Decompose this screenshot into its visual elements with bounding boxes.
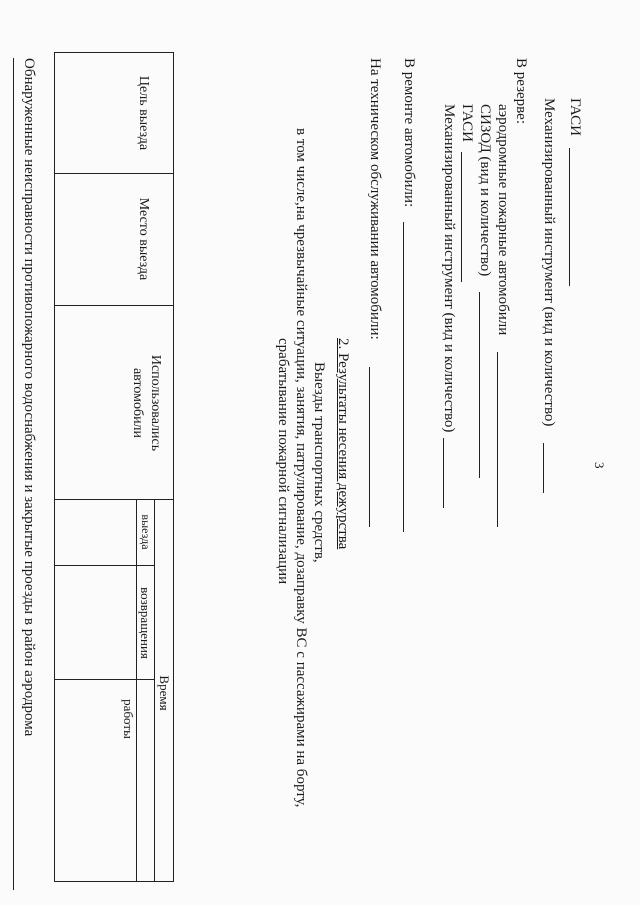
footer-fill-line <box>13 58 14 890</box>
repair-label: В ремонте автомобили: <box>401 58 417 208</box>
gasi-fill-line <box>569 148 570 286</box>
maintenance-label: На техническом обслуживании автомобили: <box>367 58 383 340</box>
col-time-header: Время <box>157 675 172 711</box>
table-col-divider <box>55 305 173 306</box>
maintenance-fill-line <box>369 367 370 527</box>
gasi-label: ГАСИ <box>567 98 583 136</box>
table-col-divider <box>55 679 155 680</box>
table-time-subheader-line <box>136 499 137 881</box>
table-time-header-line <box>154 499 155 881</box>
table-col-divider <box>55 565 155 566</box>
reserve-mech-tool-fill-line <box>443 438 444 508</box>
col-vehicles-header-2: автомобили <box>130 367 145 439</box>
page-number: 3 <box>592 462 607 469</box>
table-col-divider <box>55 499 173 500</box>
reserve-sizod-fill-line <box>479 292 480 478</box>
reserve-trucks-fill-line <box>497 352 498 527</box>
section-subtitle-1: Выезды транспортных средств, <box>311 362 327 563</box>
col-departure-header: выезда <box>139 514 153 550</box>
col-return-header: возвращения <box>138 587 153 659</box>
mech-tool-label: Механизированный инструмент (вид и количество) <box>541 98 557 427</box>
table-col-divider <box>55 173 173 174</box>
reserve-mech-tool: Механизированный инструмент (вид и количество) <box>441 104 457 433</box>
footer-text: Обнаруженные неисправности противопожарного водоснабжения и закрытые проезды в район аэродрома <box>21 58 37 737</box>
reserve-gasi-fill-line <box>461 152 462 282</box>
mech-tool-fill-line <box>543 443 544 493</box>
duty-results-table <box>54 52 174 882</box>
repair-fill-line <box>403 222 404 532</box>
col-purpose-header: Цель выезда <box>136 75 151 151</box>
reserve-title: В резерве: <box>513 58 529 124</box>
reserve-gasi: ГАСИ <box>459 104 475 142</box>
section-title: 2. Результаты несения дежурства <box>335 338 351 550</box>
col-work-header: работы <box>121 699 136 739</box>
col-place-header: Место выезда <box>136 197 151 281</box>
section-subtitle-2: в том числе,на чрезвычайные ситуации, занятия, патрулирование, дозаправку ВС с пассажирами на борту, <box>293 128 309 808</box>
reserve-airfield-trucks: аэродромные пожарные автомобили <box>495 104 511 336</box>
section-subtitle-3: срабатывание пожарной сигнализации <box>275 338 291 585</box>
col-vehicles-header-1: Использовались <box>148 354 163 452</box>
reserve-sizod: СИЗОД (вид и количество) <box>477 104 493 277</box>
